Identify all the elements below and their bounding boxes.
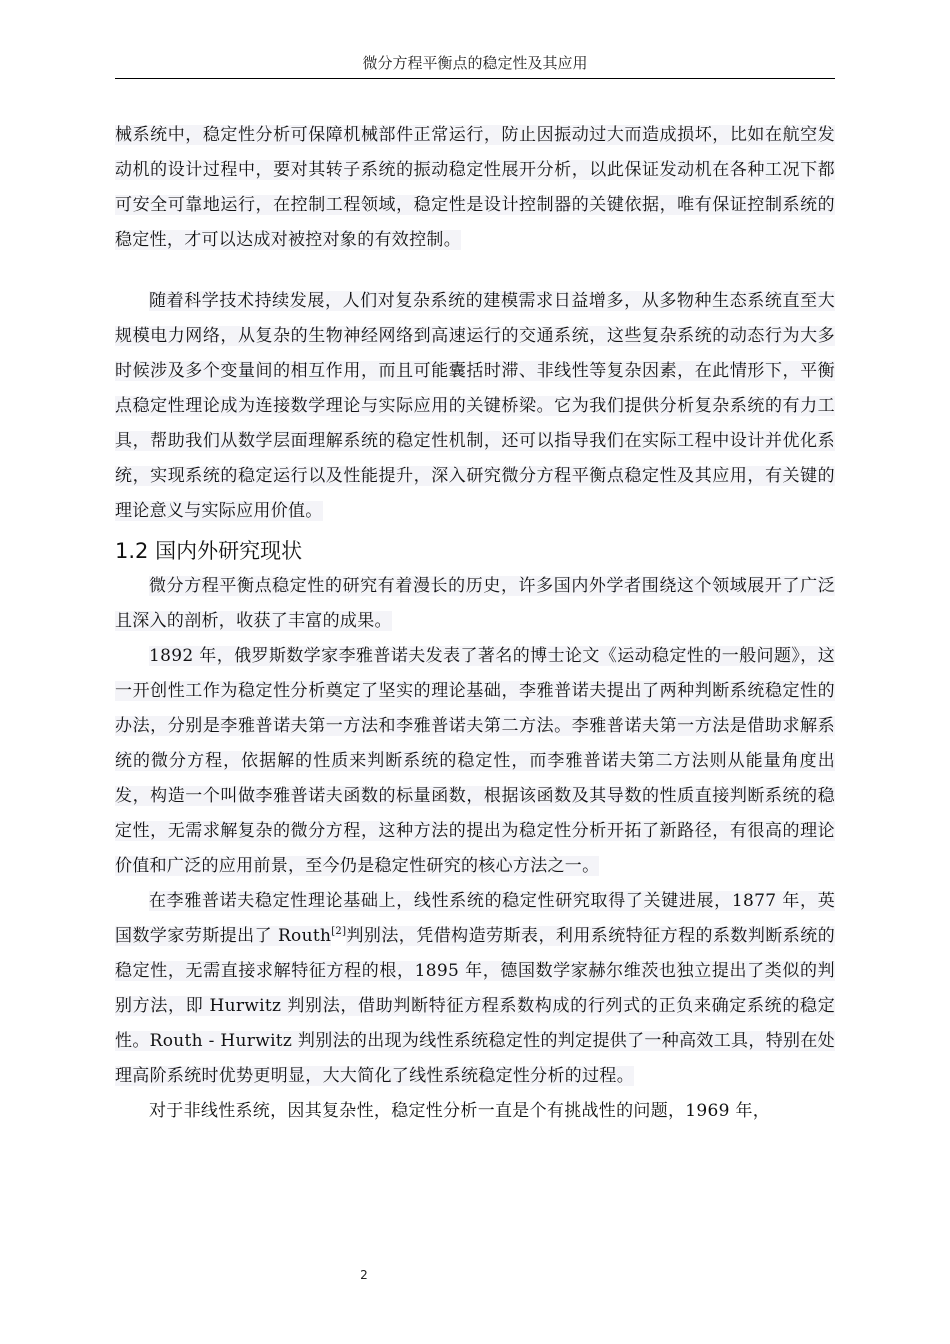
paragraph-nonlinear-systems [115, 1094, 835, 1129]
paragraph-complex-systems [115, 284, 835, 529]
page-number: 2 [360, 1268, 368, 1282]
paragraph-text-part2: 判别法，凭借构造劳斯表，利用系统特征方程的系数判断系统的稳定性，无需直接求解特征方程的根，1895 年，德国数学家赫尔维茨也独立提出了类似的判别方法，即 Hurwitz 判别法，借助判断特征方程系数构成的行列式的正负来确定系统的稳定性。Routh - Hurwitz 判别法的出现为线性系统稳定性的判定提供了一种高效工具，特别在处理高阶系统时优势更明显，大大简化了线性系统稳定性分析的过程。 [115, 926, 836, 1086]
citation-reference[interactable]: [2] [331, 926, 347, 938]
paragraph-routh-hurwitz [115, 884, 835, 1094]
running-title: 微分方程平衡点的稳定性及其应用 [362, 54, 588, 72]
paragraph-mechanical-systems [115, 118, 835, 258]
paragraph-gap [115, 258, 835, 284]
document-body [115, 118, 835, 1129]
section-heading: 1.2 国内外研究现状 [115, 539, 303, 563]
paragraph-text-part1: 在李雅普诺夫稳定性理论基础上，线性系统的稳定性研究取得了关键进展，1877 年，英国数学家劳斯提出了 Routh [115, 891, 835, 946]
paragraph-text: 随着科学技术持续发展，人们对复杂系统的建模需求日益增多，从多物种生态系统直至大规模电力网络，从复杂的生物神经网络到高速运行的交通系统，这些复杂系统的动态行为大多时候涉及多个变量间的相互作用，而且可能囊括时滞、非线性等复杂因素，在此情形下，平衡点稳定性理论成为连接数学理论与实际应用的关键桥梁。它为我们提供分析复杂系统的有力工具，帮助我们从数学层面理解系统的稳定性机制，还可以指导我们在实际工程中设计并优化系统，实现系统的稳定运行以及性能提升，深入研究微分方程平衡点稳定性及其应用，有关键的理论意义与实际应用价值。 [115, 291, 835, 521]
paragraph-text: 对于非线性系统，因其复杂性，稳定性分析一直是个有挑战性的问题，1969 年， [149, 1101, 771, 1121]
paragraph-text: 1892 年，俄罗斯数学家李雅普诺夫发表了著名的博士论文《运动稳定性的一般问题》，这一开创性工作为稳定性分析奠定了坚实的理论基础，李雅普诺夫提出了两种判断系统稳定性的办法，分别是李雅普诺夫第一方法和李雅普诺夫第二方法。李雅普诺夫第一方法是借助求解系统的微分方程，依据解的性质来判断系统的稳定性，而李雅普诺夫第二方法则从能量角度出发，构造一个叫做李雅普诺夫函数的标量函数，根据该函数及其导数的性质直接判断系统的稳定性，无需求解复杂的微分方程，这种方法的提出为稳定性分析开拓了新路径，有很高的理论价值和广泛的应用前景，至今仍是稳定性研究的核心方法之一。 [115, 646, 835, 876]
page-header [115, 52, 835, 79]
paragraph-text: 微分方程平衡点稳定性的研究有着漫长的历史，许多国内外学者围绕这个领域展开了广泛且深入的剖析，收获了丰富的成果。 [115, 576, 835, 631]
paragraph-research-history [115, 569, 835, 639]
paragraph-text: 械系统中，稳定性分析可保障机械部件正常运行，防止因振动过大而造成损坏，比如在航空发动机的设计过程中，要对其转子系统的振动稳定性展开分析，以此保证发动机在各种工况下都可安全可靠地运行，在控制工程领域，稳定性是设计控制器的关键依据，唯有保证控制系统的稳定性，才可以达成对被控对象的有效控制。 [115, 125, 835, 250]
paragraph-lyapunov [115, 639, 835, 884]
